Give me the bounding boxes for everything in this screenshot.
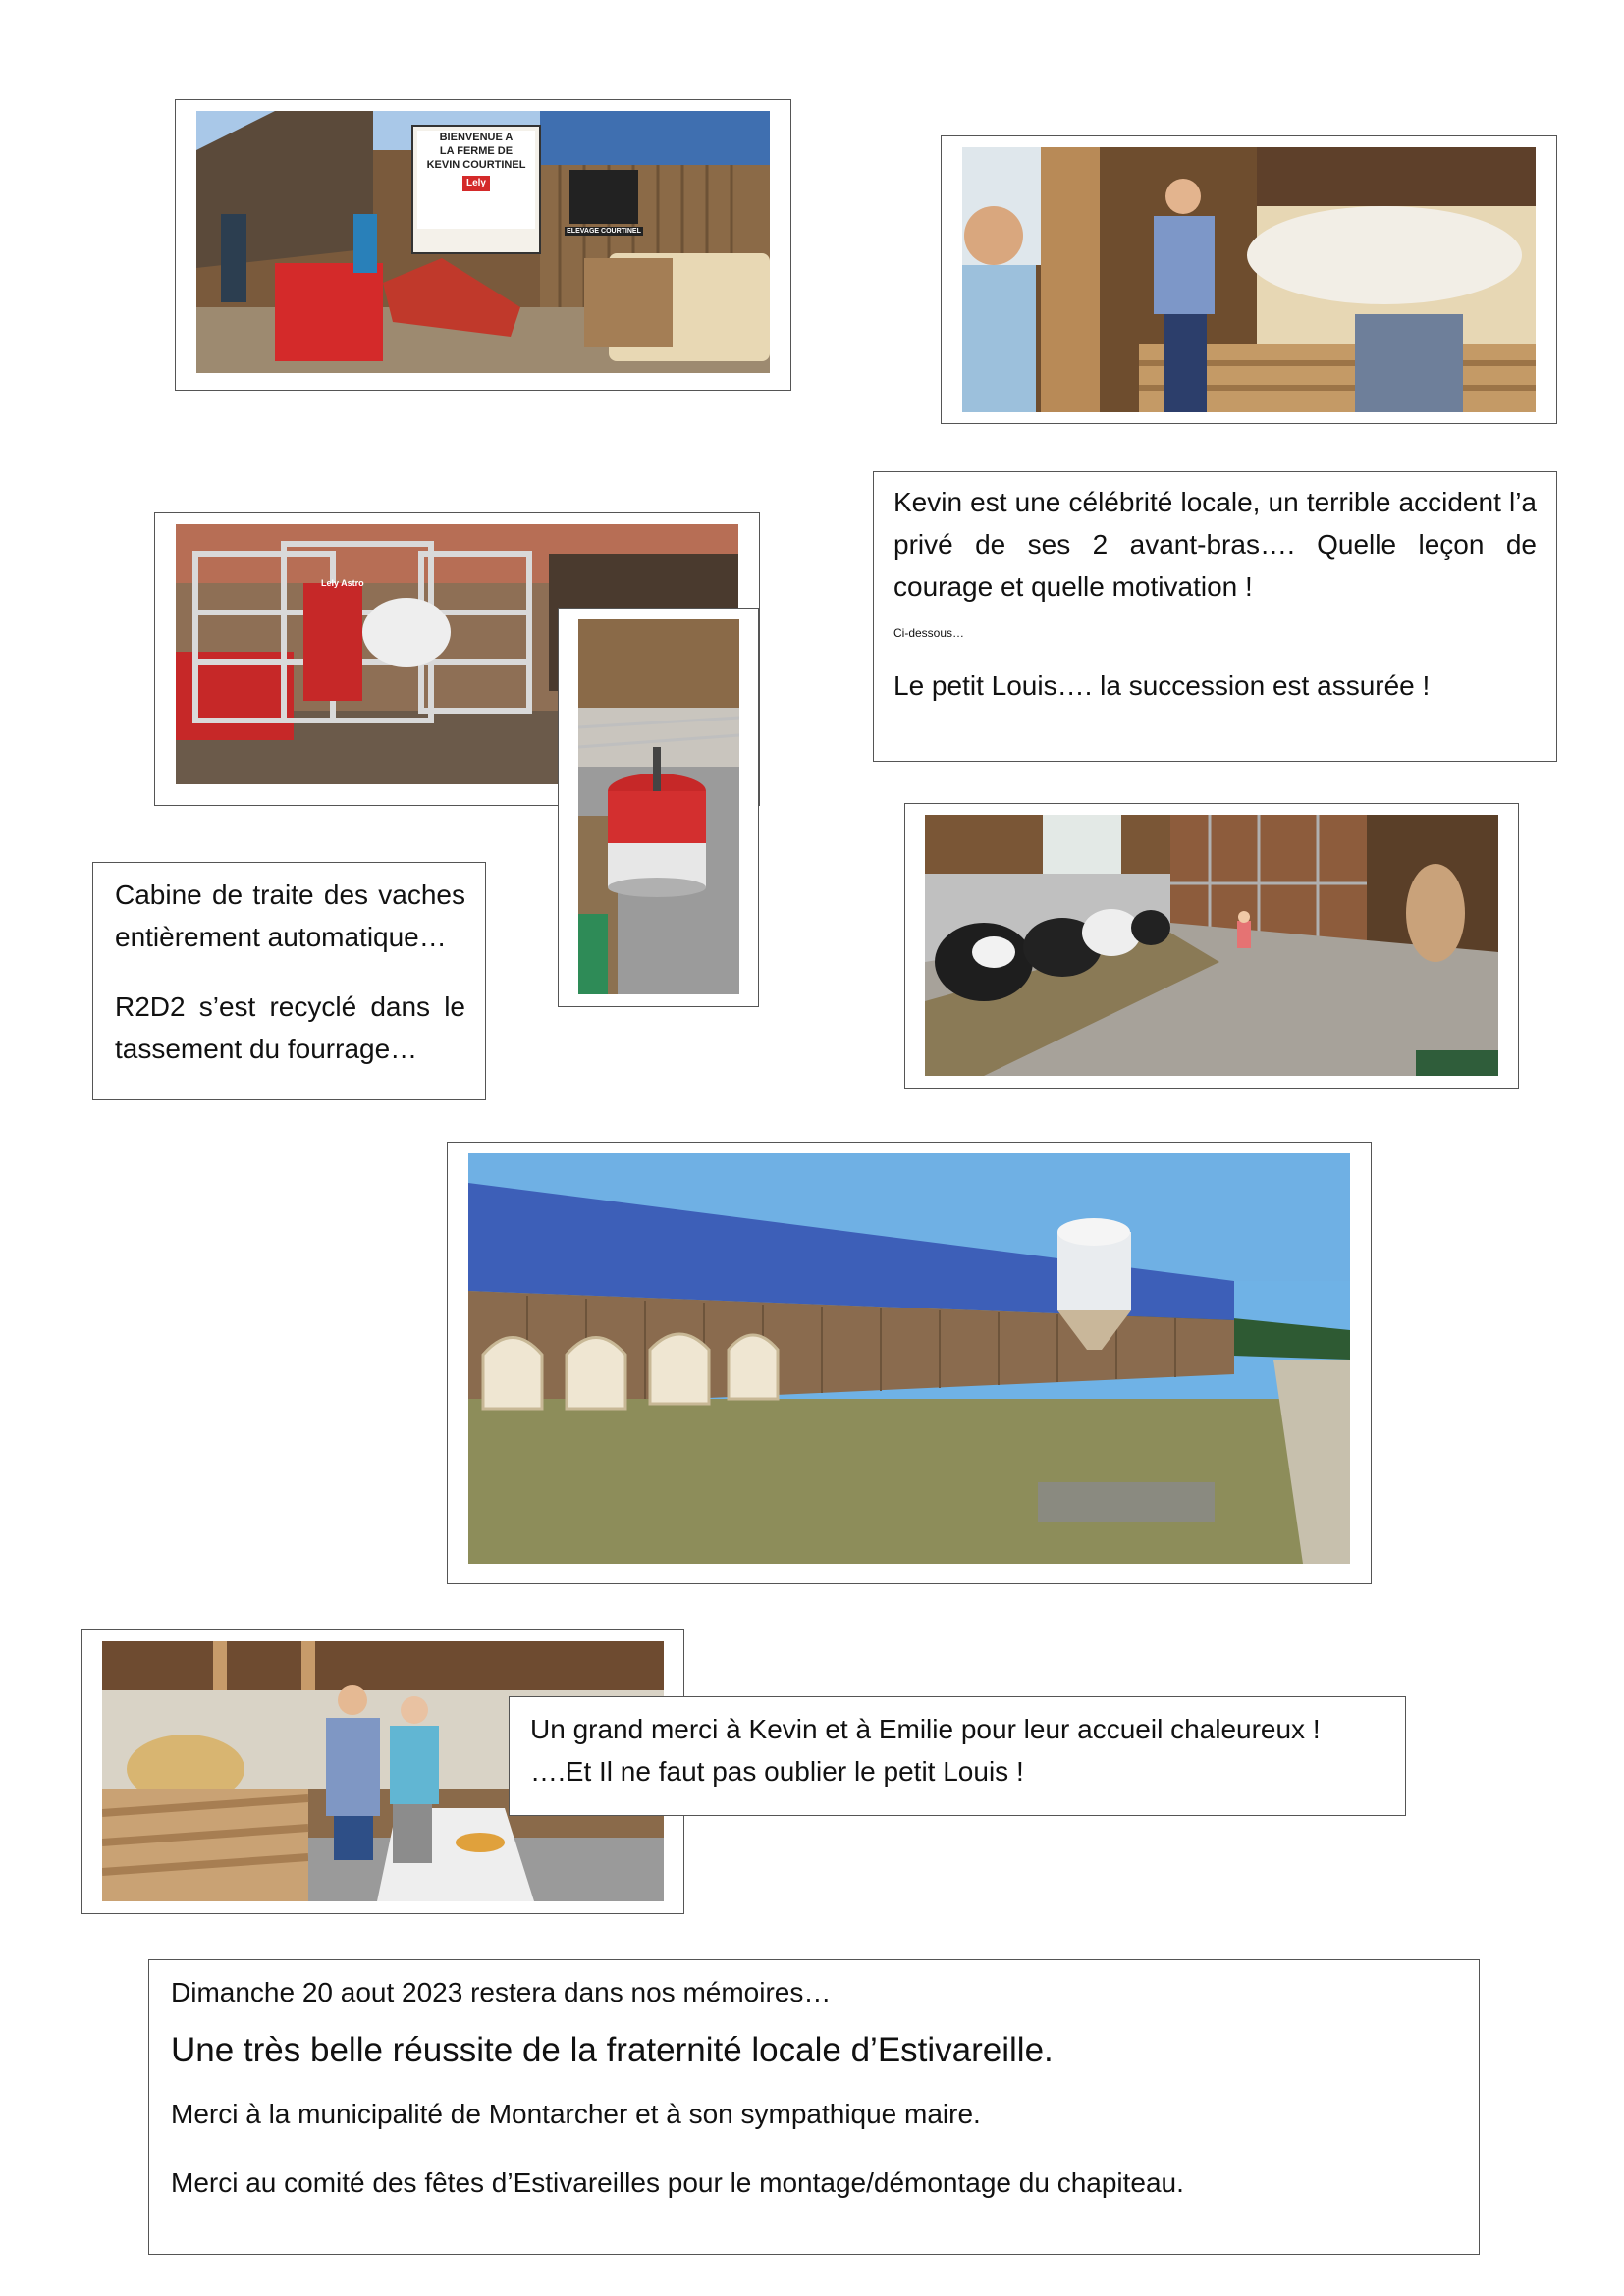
caption-cabin-line2: R2D2 s’est recyclé dans le tassement du fourrage… xyxy=(115,991,465,1064)
photo-kevin-barn xyxy=(962,147,1536,412)
welcome-sign-line-3: KEVIN COURTINEL xyxy=(426,159,526,171)
caption-kevin-text: Kevin est une célébrité locale, un terrible accident l’a privé de ses 2 avant-bras…. Quelle leçon de courage et quelle motivation ! xyxy=(893,487,1537,602)
lely-astro-label: Lely Astro xyxy=(321,578,364,588)
closing-thanks-municipality: Merci à la municipalité de Montarcher et à son sympathique maire. xyxy=(171,2099,981,2129)
photo-feed-robot xyxy=(578,619,739,994)
caption-cabin-line1: Cabine de traite des vaches entièrement automatique… xyxy=(115,880,465,952)
caption-thanks-text: Un grand merci à Kevin et à Emilie pour leur accueil chaleureux ! ….Et Il ne faut pas oublier le petit Louis ! xyxy=(530,1714,1321,1787)
caption-box-cabin xyxy=(92,862,486,1100)
welcome-sign-line-2: LA FERME DE xyxy=(439,145,514,157)
elevage-sign: ELEVAGE COURTINEL xyxy=(565,227,643,236)
caption-box-kevin xyxy=(873,471,1557,762)
closing-date-line: Dimanche 20 aout 2023 restera dans nos mémoires… xyxy=(171,1977,832,2007)
caption-kevin-louis: Le petit Louis…. la succession est assurée ! xyxy=(893,670,1431,701)
photo-cows-louis xyxy=(925,815,1498,1076)
closing-thanks-committee: Merci au comité des fêtes d’Estivareilles pour le montage/démontage du chapiteau. xyxy=(171,2167,1184,2198)
welcome-sign xyxy=(417,131,535,191)
closing-headline: Une très belle réussite de la fraternité locale d’Estivareille. xyxy=(171,2031,1054,2069)
photo-barn-panorama xyxy=(468,1153,1350,1564)
welcome-sign-line-1: BIENVENUE A xyxy=(439,132,514,143)
caption-box-thanks xyxy=(509,1696,1406,1816)
caption-kevin-note: Ci-dessous… xyxy=(893,626,965,640)
lely-logo: Lely xyxy=(462,176,490,191)
photo-farm-entrance xyxy=(196,111,770,373)
closing-box xyxy=(148,1959,1480,2255)
